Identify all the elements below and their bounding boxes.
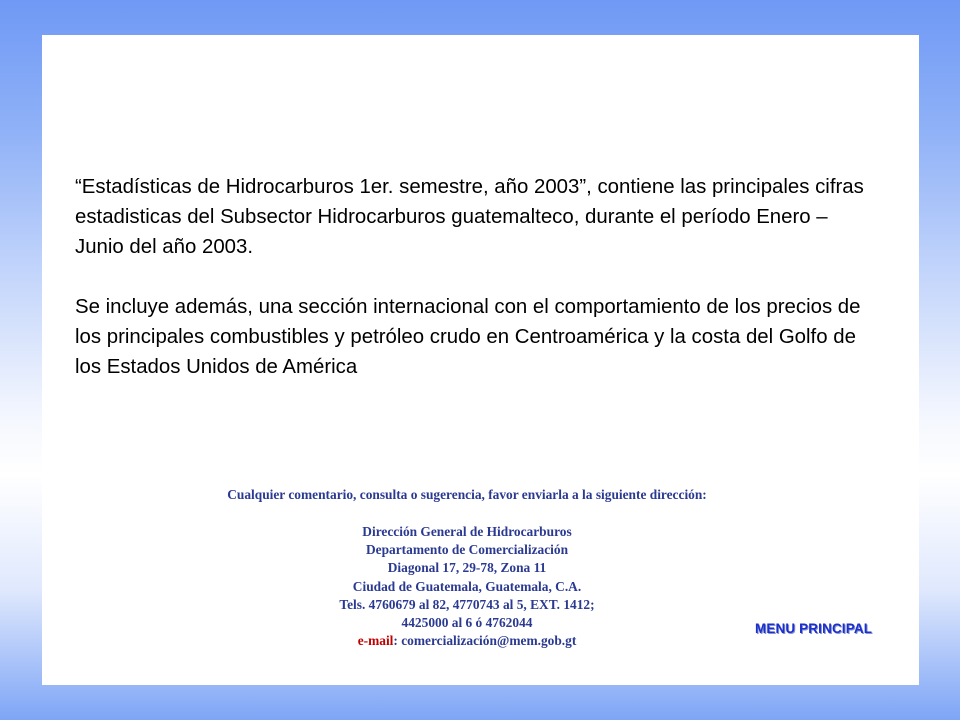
contact-street-address: Diagonal 17, 29-78, Zona 11	[387, 560, 547, 576]
content-panel	[42, 35, 919, 685]
contact-phones: Tels. 4760679 al 82, 4770743 al 5, EXT. 1412;	[339, 596, 595, 612]
contact-phones-extra: 4425000 al 6 ó 4762044	[401, 615, 533, 631]
menu-principal-link[interactable]: MENU PRINCIPAL	[755, 621, 873, 636]
contact-city: Ciudad de Guatemala, Guatemala, C.A.	[352, 578, 582, 594]
email-address: : comercialización@mem.gob.gt	[393, 633, 577, 649]
description-paragraph-2: Se incluye además, una sección internacional con el comportamiento de los precios de los principales combustibles y petróleo crudo en Centroamérica y la costa del Golfo de los Estados Unidos de América	[75, 296, 861, 378]
description-text	[75, 172, 875, 382]
email-label: e-mail	[357, 633, 394, 649]
description-paragraph-1: “Estadísticas de Hidrocarburos 1er. semestre, año 2003”, contiene las principales cifras estadisticas del Subsector Hidrocarburos guatemalteco, durante el período Enero – Junio del año 2003.	[75, 176, 864, 258]
contact-department: Departamento de Comercialización	[365, 542, 569, 558]
contact-organization: Dirección General de Hidrocarburos	[362, 524, 572, 539]
contact-intro: Cualquier comentario, consulta o sugerencia, favor enviarla a la siguiente dirección:	[227, 487, 707, 502]
